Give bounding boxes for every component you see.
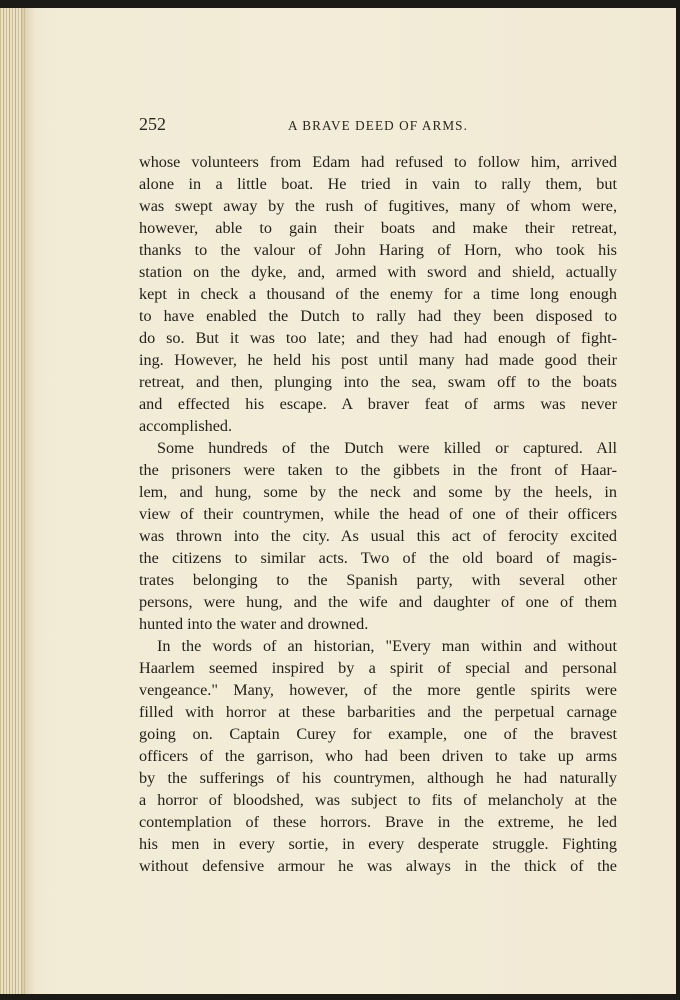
running-title: A BRAVE DEED OF ARMS.	[287, 118, 469, 133]
body-text	[139, 151, 617, 877]
text-line: was thrown into the city. As usual this act of ferocity excited	[139, 527, 617, 545]
text-line: the prisoners were taken to the gibbets in the front of Haar-	[139, 461, 617, 479]
text-line: whose volunteers from Edam had refused to follow him, arrived	[139, 153, 617, 171]
text-line: however, able to gain their boats and make their retreat,	[139, 219, 617, 237]
text-line: the citizens to similar acts. Two of the old board of magis-	[139, 549, 617, 567]
text-line: alone in a little boat. He tried in vain to rally them, but	[139, 175, 617, 193]
text-line: Haarlem seemed inspired by a spirit of special and personal	[139, 659, 617, 677]
text-line: without defensive armour he was always in the thick of the	[139, 857, 617, 875]
text-line: hunted into the water and drowned.	[139, 615, 369, 633]
text-line: by the sufferings of his countrymen, although he had naturally	[139, 769, 617, 787]
text-line: was swept away by the rush of fugitives, many of whom were,	[139, 197, 617, 215]
text-line: Some hundreds of the Dutch were killed or captured. All	[157, 439, 617, 457]
text-line: accomplished.	[139, 417, 233, 435]
text-line: to have enabled the Dutch to rally had they been disposed to	[139, 307, 617, 325]
text-line: vengeance." Many, however, of the more gentle spirits were	[139, 681, 617, 699]
text-line: lem, and hung, some by the neck and some by the heels, in	[139, 483, 617, 501]
text-line: view of their countrymen, while the head of one of their officers	[139, 505, 617, 523]
text-line: retreat, and then, plunging into the sea, swam off to the boats	[139, 373, 617, 391]
text-line: officers of the garrison, who had been driven to take up arms	[139, 747, 617, 765]
running-header	[139, 111, 617, 137]
text-line: kept in check a thousand of the enemy for a time long enough	[139, 285, 617, 303]
text-line: and effected his escape. A braver feat of arms was never	[139, 395, 617, 413]
text-line: do so. But it was too late; and they had had enough of fight-	[139, 329, 617, 347]
text-line: filled with horror at these barbarities and the perpetual carnage	[139, 703, 617, 721]
text-line: thanks to the valour of John Haring of Horn, who took his	[139, 241, 617, 259]
text-line: contemplation of these horrors. Brave in the extreme, he led	[139, 813, 617, 831]
book-page	[0, 8, 676, 994]
text-line: a horror of bloodshed, was subject to fits of melancholy at the	[139, 791, 617, 809]
text-line: his men in every sortie, in every desperate struggle. Fighting	[139, 835, 617, 853]
text-line: persons, were hung, and the wife and daughter of one of them	[139, 593, 617, 611]
page-number: 252	[139, 114, 166, 134]
text-line: going on. Captain Curey for example, one of the bravest	[139, 725, 617, 743]
text-line: trates belonging to the Spanish party, with several other	[139, 571, 617, 589]
text-line: In the words of an historian, "Every man within and without	[157, 637, 617, 655]
text-line: station on the dyke, and, armed with sword and shield, actually	[139, 263, 617, 281]
text-line: ing. However, he held his post until many had made good their	[139, 351, 617, 369]
page-gutter-shadow	[22, 8, 36, 994]
